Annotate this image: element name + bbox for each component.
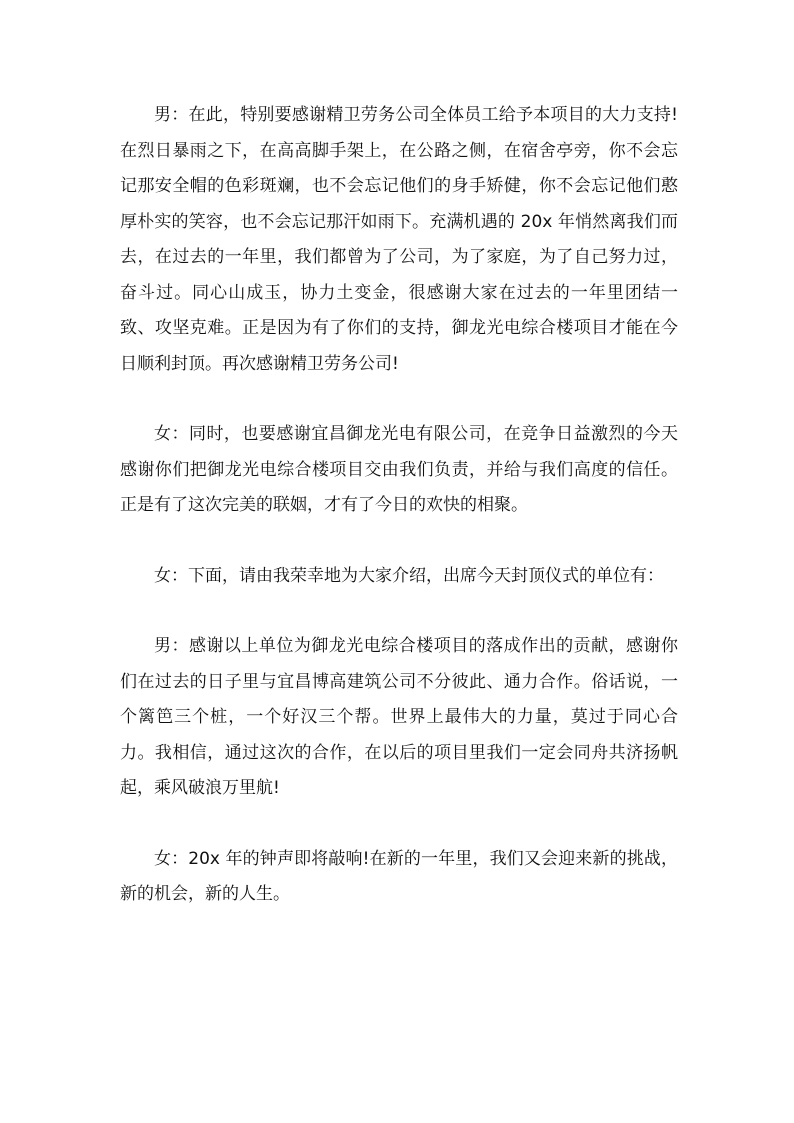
paragraph-female-new-year: 女：20x 年的钟声即将敲响!在新的一年里，我们又会迎来新的挑战，新的机会，新的人生。: [120, 848, 678, 904]
paragraph-female-thanks-client: 女：同时，也要感谢宜昌御龙光电有限公司，在竞争日益激烈的今天感谢你们把御龙光电综合楼项目交由我们负责，并给与我们高度的信任。正是有了这次完美的联姻，才有了今日的欢快的相聚。: [120, 424, 678, 515]
paragraph-female-introduce-units: 女：下面，请由我荣幸地为大家介绍，出席今天封顶仪式的单位有：: [154, 565, 664, 586]
paragraph-male-thanks-labor-company: 男：在此，特别要感谢精卫劳务公司全体员工给予本项目的大力支持!在烈日暴雨之下，在高高脚手架上，在公路之侧，在宿舍亭旁，你不会忘记那安全帽的色彩斑斓，也不会忘记他们的身手矫健，你不会忘记他们憨厚朴实的笑容，也不会忘记那汗如雨下。充满机遇的 20x 年悄然离我们而去，在过去的一年里，我们都曾为了公司，为了家庭，为了自己努力过，奋斗过。同心山成玉，协力土变金，很感谢大家在过去的一年里团结一致、攻坚克难。正是因为有了你们的支持，御龙光电综合楼项目才能在今日顺利封顶。再次感谢精卫劳务公司!: [120, 105, 678, 374]
document-body: [120, 98, 678, 948]
paragraph-male-thanks-cooperation: 男：感谢以上单位为御龙光电综合楼项目的落成作出的贡献，感谢你们在过去的日子里与宜昌博高建筑公司不分彼此、通力合作。俗话说，一个篱笆三个桩，一个好汉三个帮。世界上最伟大的力量，莫过于同心合力。我相信，通过这次的合作，在以后的项目里我们一定会同舟共济扬帆起，乘风破浪万里航!: [120, 636, 678, 798]
